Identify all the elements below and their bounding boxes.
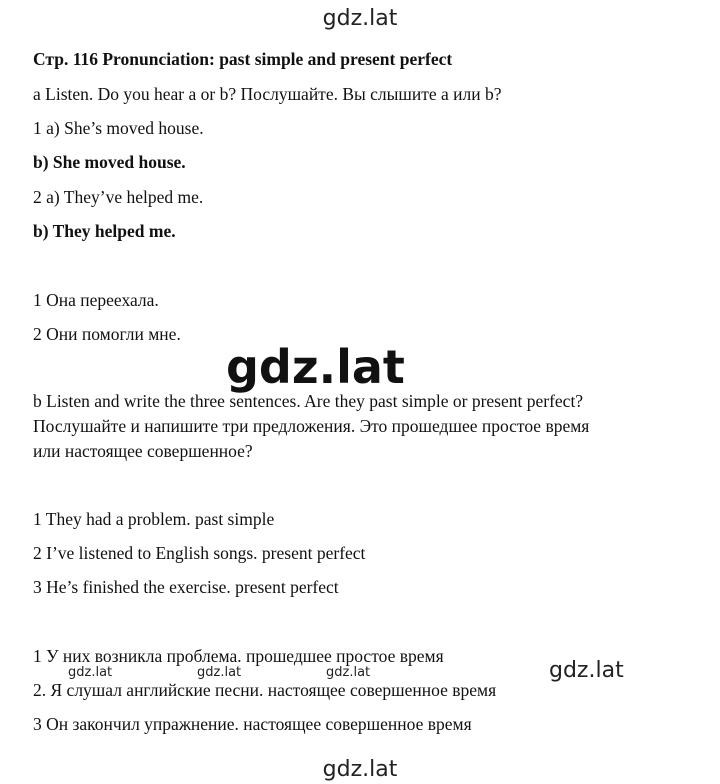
part-b-translation: 2. Я слушал английские песни. настоящее совершенное время <box>33 680 497 700</box>
watermark-top: gdz.lat <box>322 6 398 31</box>
watermark-small: gdz.lat <box>326 665 371 680</box>
page-heading: Стр. 116 Pronunciation: past simple and present perfect <box>33 49 453 69</box>
part-b-instruction-line: b Listen and write the three sentences. Are they past simple or present perfect? <box>33 391 584 411</box>
part-b-instruction-line: или настоящее совершенное? <box>33 441 253 461</box>
part-a-item: 2 a) They’ve helped me. <box>33 187 204 207</box>
watermark-right: gdz.lat <box>549 658 624 683</box>
part-a-translation: 1 Она переехала. <box>33 290 159 310</box>
part-a-item: b) She moved house. <box>33 152 186 172</box>
part-b-answer: 1 They had a problem. past simple <box>33 509 275 529</box>
part-a-instruction: a Listen. Do you hear a or b? Послушайте. Вы слышите а или b? <box>33 84 502 104</box>
watermark-center: gdz.lat <box>226 340 405 394</box>
part-b-answer: 3 He’s finished the exercise. present perfect <box>33 577 339 597</box>
part-a-item: 1 a) She’s moved house. <box>33 118 204 138</box>
part-b-instruction-line: Послушайте и напишите три предложения. Это прошедшее простое время <box>33 416 590 436</box>
watermark-small: gdz.lat <box>68 665 113 680</box>
part-a-item: b) They helped me. <box>33 221 176 241</box>
part-a-translation: 2 Они помогли мне. <box>33 324 181 344</box>
part-b-answer: 2 I’ve listened to English songs. present perfect <box>33 543 366 563</box>
part-b-translation: 3 Он закончил упражнение. настоящее совершенное время <box>33 714 472 734</box>
part-b-instruction <box>33 389 693 464</box>
watermark-bottom: gdz.lat <box>322 757 398 782</box>
watermark-small: gdz.lat <box>197 665 242 680</box>
part-b-translation: 1 У них возникла проблема. прошедшее простое время <box>33 646 444 666</box>
